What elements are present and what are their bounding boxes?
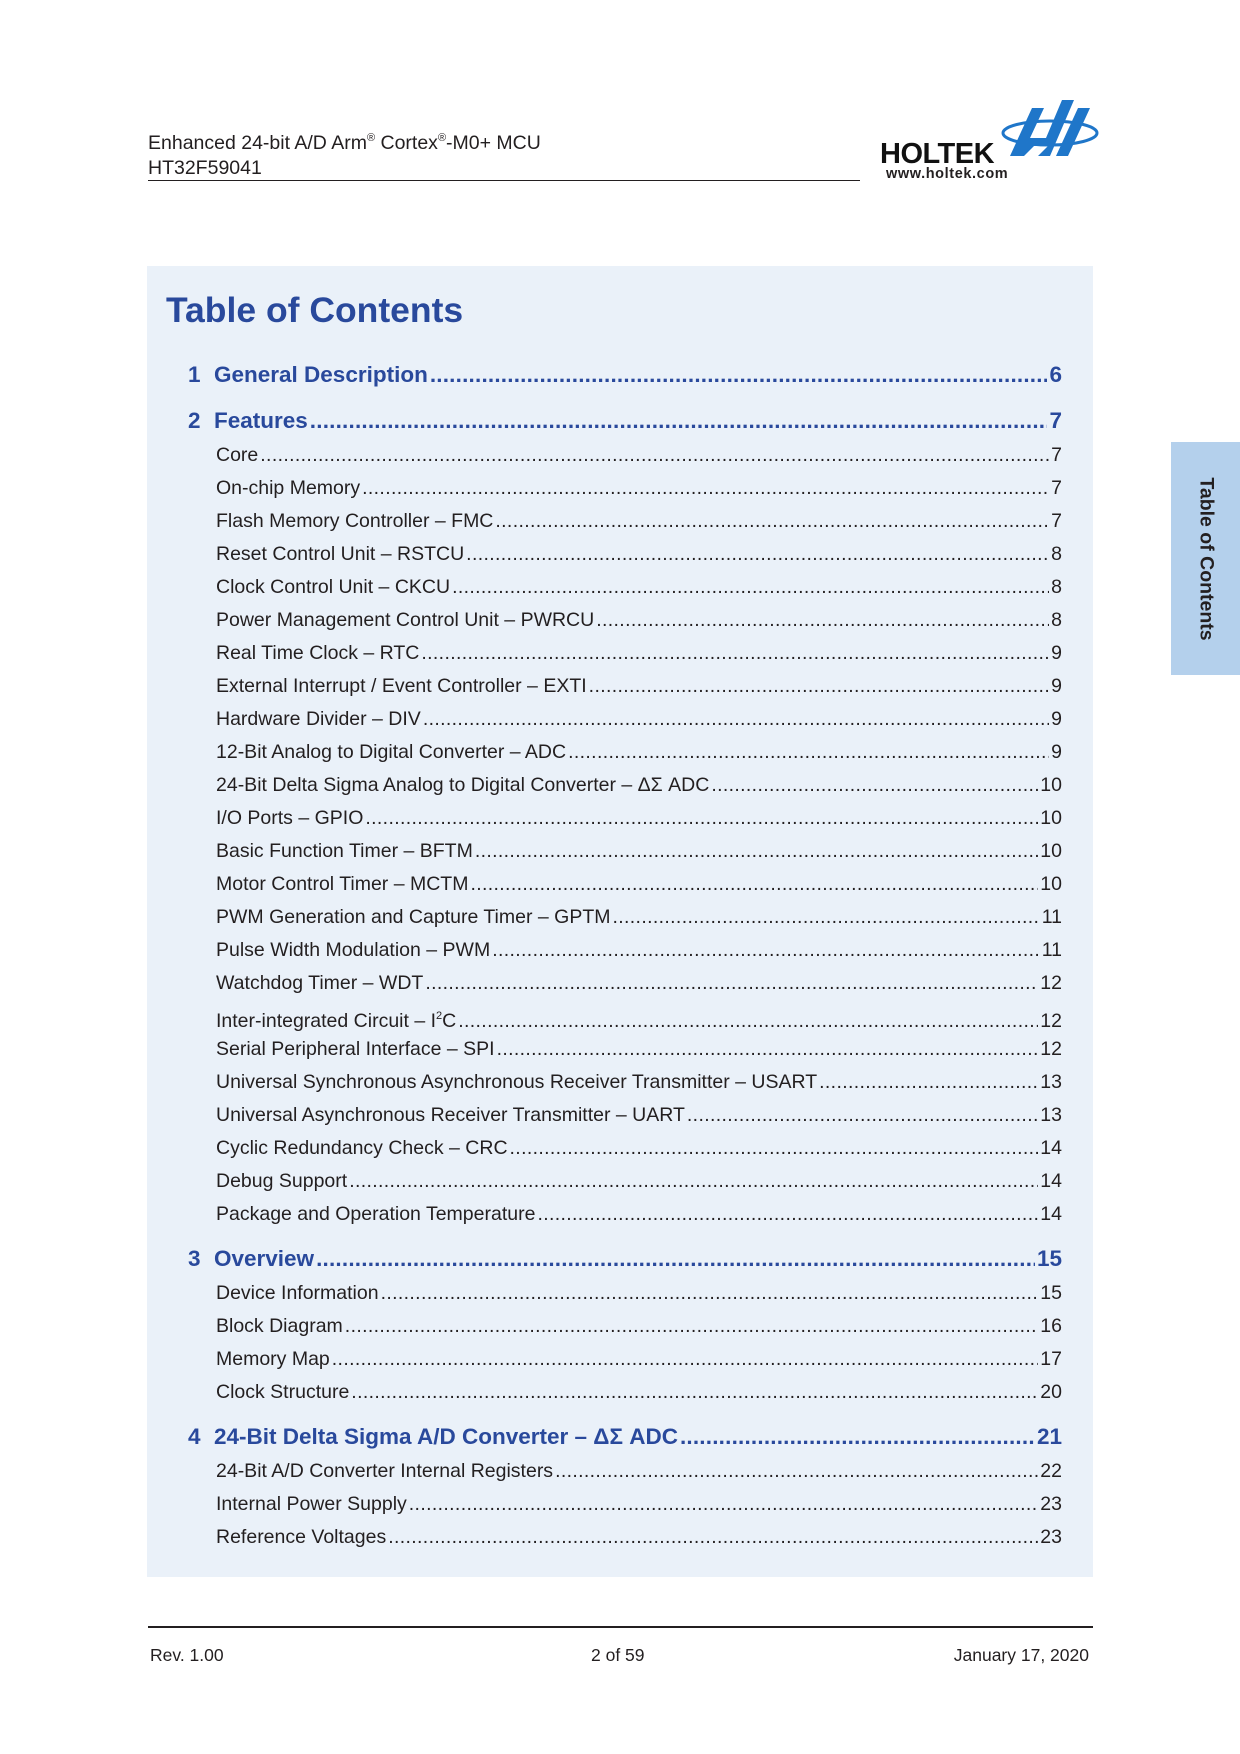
toc-page-number: 9: [1051, 708, 1062, 730]
title-part: Cortex: [375, 132, 438, 154]
toc-page-number: 12: [1040, 1038, 1062, 1060]
toc-section-entry[interactable]: [188, 769, 1062, 802]
toc-entry-label: PWM Generation and Capture Timer – GPTM: [216, 906, 611, 928]
toc-chapter-entry[interactable]: [188, 1240, 1062, 1277]
toc-page-number: 7: [1051, 444, 1062, 466]
toc-section-entry[interactable]: [188, 934, 1062, 967]
toc-page-number: 8: [1051, 609, 1062, 631]
registered-mark: ®: [366, 132, 376, 144]
registered-mark: ®: [437, 132, 447, 144]
toc-heading: Table of Contents: [166, 290, 464, 330]
title-part: Enhanced 24-bit A/D Arm: [148, 132, 367, 154]
toc-section-entry[interactable]: [188, 1277, 1062, 1310]
toc-page-number: 11: [1041, 939, 1062, 961]
toc-entry-label: Real Time Clock – RTC: [216, 642, 420, 664]
toc-dot-leader: [495, 505, 1049, 538]
part-number: HT32F59041: [148, 157, 262, 179]
footer-revision: Rev. 1.00: [150, 1645, 224, 1665]
toc-section-entry[interactable]: [188, 901, 1062, 934]
toc-dot-leader: [316, 1240, 1035, 1277]
toc-dot-leader: [612, 901, 1039, 934]
toc-page-number: 14: [1040, 1203, 1062, 1225]
toc-dot-leader: [589, 670, 1049, 703]
toc-dot-leader: [365, 802, 1038, 835]
toc-section-entry[interactable]: [188, 439, 1062, 472]
toc-entry-label: Package and Operation Temperature: [216, 1203, 536, 1225]
toc-page-number: 13: [1040, 1071, 1062, 1093]
toc-section-entry[interactable]: [188, 868, 1062, 901]
toc-entry-label: 24-Bit A/D Converter Internal Registers: [216, 1460, 554, 1482]
toc-dot-leader: [421, 637, 1049, 670]
toc-dot-leader: [362, 472, 1049, 505]
toc-section-entry[interactable]: [188, 802, 1062, 835]
toc-dot-leader: [430, 356, 1048, 393]
toc-page-number: 10: [1040, 873, 1062, 895]
toc-dot-leader: [345, 1310, 1039, 1343]
toc-section-entry[interactable]: [188, 1198, 1062, 1231]
toc-section-entry[interactable]: [188, 1521, 1062, 1554]
toc-entry-label: Power Management Control Unit – PWRCU: [216, 609, 595, 631]
toc-dot-leader: [351, 1376, 1038, 1409]
toc-section-entry[interactable]: [188, 1455, 1062, 1488]
toc-label-part: C: [442, 1010, 457, 1032]
toc-list: [188, 356, 1062, 1554]
toc-page-number: 20: [1040, 1381, 1062, 1403]
footer-date: January 17, 2020: [953, 1645, 1089, 1665]
toc-section-entry[interactable]: [188, 1066, 1062, 1099]
toc-page-number: 9: [1051, 741, 1062, 763]
footer-divider: [148, 1626, 1093, 1628]
toc-page-number: 9: [1051, 642, 1062, 664]
toc-dot-leader: [310, 402, 1048, 439]
toc-dot-leader: [381, 1277, 1039, 1310]
toc-page-number: 12: [1040, 972, 1062, 994]
toc-dot-leader: [687, 1099, 1038, 1132]
toc-entry-label: Memory Map: [216, 1348, 330, 1370]
toc-entry-label: External Interrupt / Event Controller – EXTI: [216, 675, 587, 697]
toc-page-number: 12: [1040, 1010, 1062, 1032]
toc-page-number: 7: [1049, 408, 1062, 433]
side-tab-label: Table of Contents: [1195, 476, 1217, 641]
toc-section-entry[interactable]: [188, 1343, 1062, 1376]
toc-chapter-number: 4: [188, 1424, 201, 1449]
toc-entry-label: Universal Synchronous Asynchronous Receiver Transmitter – USART: [216, 1071, 818, 1093]
footer-page-number: 2 of 59: [591, 1645, 645, 1665]
toc-dot-leader: [568, 736, 1049, 769]
toc-entry-label: Universal Asynchronous Receiver Transmitter – UART: [216, 1104, 685, 1126]
toc-section-entry[interactable]: [188, 703, 1062, 736]
toc-entry-label: 24-Bit Delta Sigma Analog to Digital Converter – ΔΣ ADC: [216, 774, 710, 796]
toc-entry-label: 24-Bit Delta Sigma A/D Converter – ΔΣ ADC: [214, 1424, 678, 1449]
toc-entry-label: Watchdog Timer – WDT: [216, 972, 424, 994]
toc-entry-label: Clock Structure: [216, 1381, 350, 1403]
toc-chapter-number: 2: [188, 408, 201, 433]
toc-page-number: 10: [1040, 840, 1062, 862]
toc-entry-label: Clock Control Unit – CKCU: [216, 576, 451, 598]
toc-dot-leader: [452, 571, 1049, 604]
toc-page-number: 7: [1051, 510, 1062, 532]
toc-dot-leader: [260, 439, 1049, 472]
toc-page-number: 15: [1036, 1246, 1062, 1271]
toc-dot-leader: [409, 1488, 1039, 1521]
toc-entry-label: I/O Ports – GPIO: [216, 807, 364, 829]
toc-entry-label: Motor Control Timer – MCTM: [216, 873, 469, 895]
toc-page-number: 13: [1040, 1104, 1062, 1126]
toc-section-entry[interactable]: [188, 1000, 1062, 1033]
toc-entry-label: Flash Memory Controller – FMC: [216, 510, 494, 532]
toc-page-number: 23: [1040, 1526, 1062, 1548]
toc-page-number: 21: [1036, 1424, 1062, 1449]
toc-label-part: Inter-integrated Circuit – I: [216, 1010, 437, 1032]
toc-section-entry[interactable]: [188, 1033, 1062, 1066]
toc-page-number: 10: [1040, 774, 1062, 796]
toc-chapter-entry[interactable]: [188, 356, 1062, 393]
toc-section-entry[interactable]: [188, 505, 1062, 538]
toc-dot-leader: [537, 1198, 1038, 1231]
toc-chapter-entry[interactable]: [188, 1418, 1062, 1455]
toc-label-superscript: 2: [436, 1010, 443, 1022]
toc-chapter-entry[interactable]: [188, 402, 1062, 439]
toc-section-entry[interactable]: [188, 1488, 1062, 1521]
toc-entry-label: Pulse Width Modulation – PWM: [216, 939, 491, 961]
toc-entry-label: 12-Bit Analog to Digital Converter – ADC: [216, 741, 567, 763]
toc-dot-leader: [332, 1343, 1039, 1376]
toc-entry-label: Features: [214, 408, 308, 433]
toc-entry-label: Internal Power Supply: [216, 1493, 407, 1515]
toc-page-number: 9: [1051, 675, 1062, 697]
toc-chapter-number: 3: [188, 1246, 201, 1271]
logo-wordmark: HOLTEK: [880, 138, 995, 170]
toc-page-number: 22: [1040, 1460, 1062, 1482]
toc-page-number: 14: [1040, 1137, 1062, 1159]
toc-entry-label: Debug Support: [216, 1170, 348, 1192]
toc-entry-label: Reference Voltages: [216, 1526, 387, 1548]
toc-section-entry[interactable]: [188, 1310, 1062, 1343]
toc-entry-label: On-chip Memory: [216, 477, 361, 499]
holtek-logo[interactable]: [880, 98, 1100, 184]
document-title: [148, 126, 541, 181]
toc-entry-label: Hardware Divider – DIV: [216, 708, 421, 730]
toc-entry-label: Block Diagram: [216, 1315, 343, 1337]
title-part: -M0+ MCU: [446, 132, 541, 154]
toc-entry-label: Core: [216, 444, 259, 466]
toc-page-number: 23: [1040, 1493, 1062, 1515]
toc-chapter-number: 1: [188, 362, 201, 387]
logo-url[interactable]: www.holtek.com: [886, 166, 1009, 182]
toc-page-number: 10: [1040, 807, 1062, 829]
toc-section-entry[interactable]: [188, 1165, 1062, 1198]
toc-section-entry[interactable]: [188, 835, 1062, 868]
toc-page-number: 8: [1051, 543, 1062, 565]
toc-dot-leader: [470, 868, 1038, 901]
toc-dot-leader: [555, 1455, 1038, 1488]
toc-dot-leader: [510, 1132, 1039, 1165]
toc-page-number: 14: [1040, 1170, 1062, 1192]
toc-entry-label: Cyclic Redundancy Check – CRC: [216, 1137, 508, 1159]
toc-page-number: 11: [1041, 906, 1062, 928]
toc-entry-label: General Description: [214, 362, 428, 387]
toc-dot-leader: [423, 703, 1049, 736]
toc-section-entry[interactable]: [188, 736, 1062, 769]
toc-dot-leader: [475, 835, 1038, 868]
toc-dot-leader: [349, 1165, 1038, 1198]
toc-section-entry[interactable]: [188, 1132, 1062, 1165]
toc-page-number: 17: [1040, 1348, 1062, 1370]
toc-entry-label: Overview: [214, 1246, 315, 1271]
toc-page-number: 6: [1049, 362, 1062, 387]
toc-dot-leader: [819, 1066, 1038, 1099]
toc-section-entry[interactable]: [188, 967, 1062, 1000]
toc-dot-leader: [596, 604, 1049, 637]
toc-section-entry[interactable]: [188, 637, 1062, 670]
toc-page-number: 8: [1051, 576, 1062, 598]
toc-page-number: 16: [1040, 1315, 1062, 1337]
toc-section-entry[interactable]: [188, 670, 1062, 703]
toc-page-number: 15: [1040, 1282, 1062, 1304]
toc-entry-label: Reset Control Unit – RSTCU: [216, 543, 465, 565]
toc-dot-leader: [388, 1521, 1038, 1554]
toc-entry-label: Serial Peripheral Interface – SPI: [216, 1038, 495, 1060]
side-tab[interactable]: [1171, 442, 1240, 675]
holtek-mark-icon: [1000, 98, 1100, 168]
title-line-1: [148, 126, 541, 156]
toc-entry-label: Basic Function Timer – BFTM: [216, 840, 473, 862]
toc-section-entry[interactable]: [188, 1099, 1062, 1132]
toc-section-entry[interactable]: [188, 1376, 1062, 1409]
toc-section-entry[interactable]: [188, 604, 1062, 637]
toc-section-entry[interactable]: [188, 472, 1062, 505]
toc-dot-leader: [680, 1418, 1035, 1455]
toc-dot-leader: [425, 967, 1038, 1000]
header-divider: [148, 180, 860, 181]
toc-entry-label: Device Information: [216, 1282, 379, 1304]
toc-section-entry[interactable]: [188, 571, 1062, 604]
toc-dot-leader: [711, 769, 1038, 802]
toc-section-entry[interactable]: [188, 538, 1062, 571]
toc-dot-leader: [497, 1033, 1039, 1066]
toc-dot-leader: [492, 934, 1040, 967]
toc-page-number: 7: [1051, 477, 1062, 499]
toc-dot-leader: [466, 538, 1049, 571]
